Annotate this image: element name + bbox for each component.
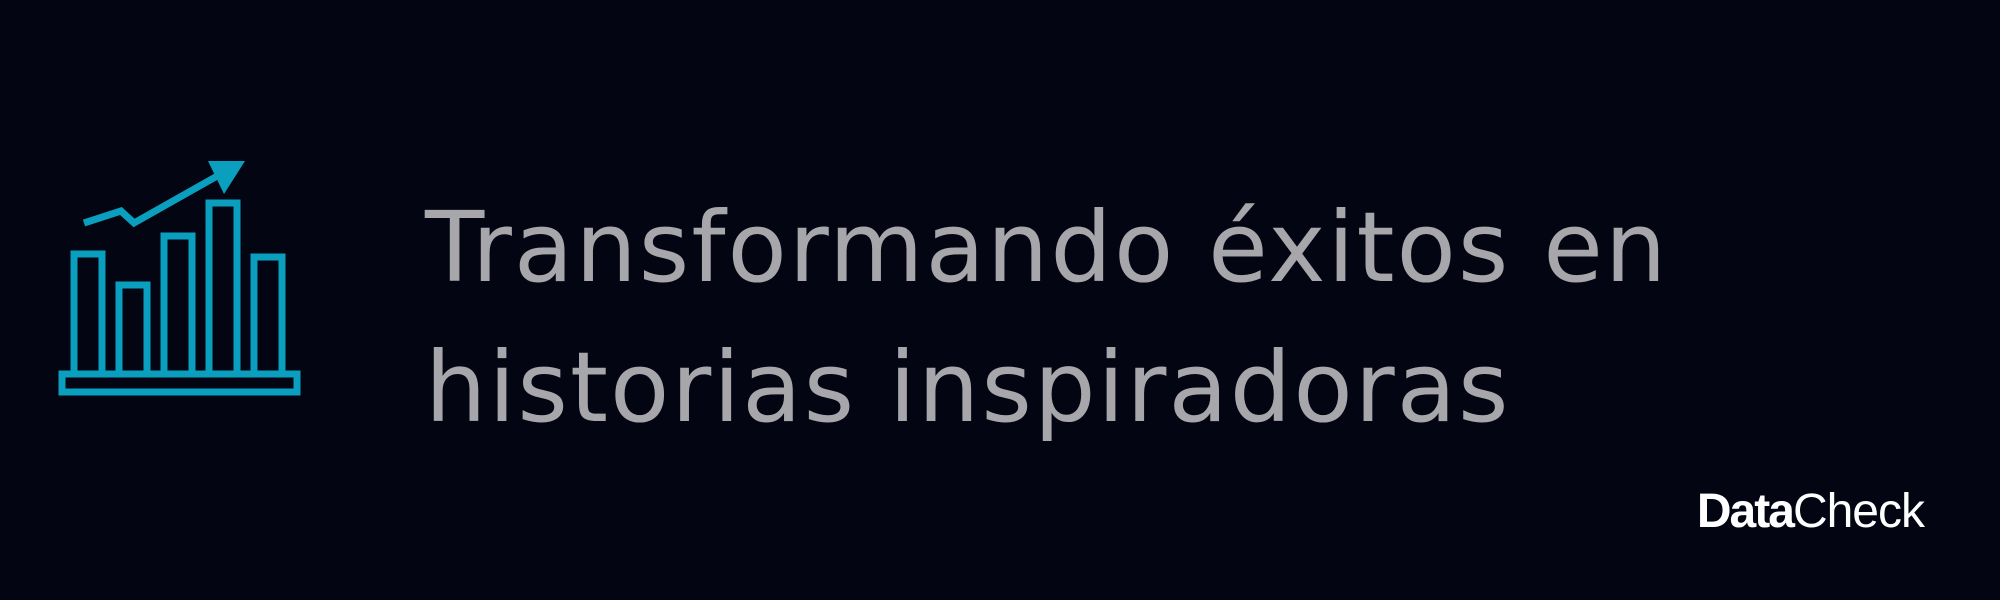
trend-line-icon [84, 175, 219, 223]
chart-trend-icon [56, 155, 306, 405]
headline-line-1: Transformando éxitos en [425, 191, 1669, 304]
chart-bar-icon [209, 203, 237, 374]
chart-bar-icon [254, 257, 282, 374]
chart-bar-icon [119, 285, 147, 374]
chart-bar-icon [164, 236, 192, 374]
headline-line-2: historias inspiradoras [425, 331, 1511, 444]
brand-logo [1697, 483, 1924, 541]
brand-name-bold: Data [1696, 485, 1793, 538]
headline [425, 178, 1875, 458]
brand-name-light: Check [1792, 485, 1924, 538]
chart-bar-icon [74, 254, 102, 374]
